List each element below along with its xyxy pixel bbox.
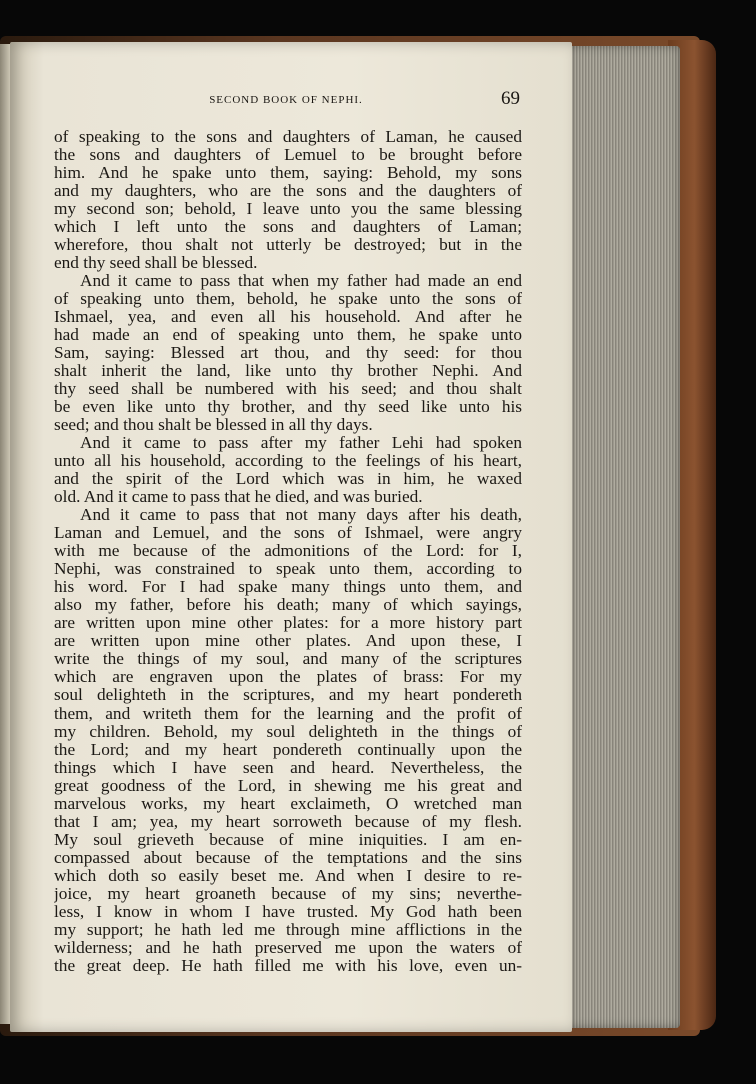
text-line: them, and writeth them for the learning and the profit of xyxy=(54,704,522,723)
text-line: and the spirit of the Lord which was in him, he waxed xyxy=(54,470,522,489)
text-line: him. And he spake unto them, saying: Behold, my sons xyxy=(54,164,522,183)
text-line: things which I have seen and heard. Nevertheless, the xyxy=(54,758,522,777)
text-line: which I left unto the sons and daughters of Laman; xyxy=(54,218,522,237)
text-line: also my father, before his death; many of which sayings, xyxy=(54,596,522,615)
page-block-edges xyxy=(568,46,680,1028)
running-head: SECOND BOOK OF NEPHI. xyxy=(209,94,363,106)
text-line: had made an end of speaking unto them, he spake unto xyxy=(54,326,522,345)
text-line: his word. For I had spake many things unto them, and xyxy=(54,578,522,597)
body-text xyxy=(54,128,522,975)
text-line: And it came to pass that when my father had made an end xyxy=(80,272,522,291)
text-line: of speaking unto them, behold, he spake unto the sons of xyxy=(54,290,522,309)
text-line: Laman and Lemuel, and the sons of Ishmael, were angry xyxy=(54,524,522,543)
text-line: wherefore, thou shalt not utterly be destroyed; but in the xyxy=(54,236,522,255)
text-line: my support; he hath led me through mine afflictions in the xyxy=(54,920,522,939)
text-line: end thy seed shall be blessed. xyxy=(54,254,258,273)
text-line: My soul grieveth because of mine iniquities. I am en- xyxy=(54,830,522,849)
text-line: with me because of the admonitions of the Lord: for I, xyxy=(54,542,522,561)
text-line: thy seed shall be numbered with his seed; and thou shalt xyxy=(54,380,522,399)
text-line: marvelous works, my heart exclaimeth, O wretched man xyxy=(54,794,522,813)
text-line: less, I know in whom I have trusted. My God hath been xyxy=(54,902,522,921)
text-line: and my daughters, who are the sons and the daughters of xyxy=(54,182,522,201)
text-line: of speaking to the sons and daughters of Laman, he caused xyxy=(54,128,522,146)
text-line: shalt inherit the land, like unto thy brother Nephi. And xyxy=(54,362,522,381)
text-line: joice, my heart groaneth because of my sins; neverthe- xyxy=(54,884,522,903)
text-line: And it came to pass that not many days after his death, xyxy=(80,506,522,525)
text-line: soul delighteth in the scriptures, and my heart pondereth xyxy=(54,686,522,705)
text-line: seed; and thou shalt be blessed in all thy days. xyxy=(54,416,373,435)
text-line: old. And it came to pass that he died, and was buried. xyxy=(54,488,423,507)
text-line: great goodness of the Lord, in shewing me his great and xyxy=(54,776,522,795)
text-line: Nephi, was constrained to speak unto them, according to xyxy=(54,560,522,579)
text-line: And it came to pass after my father Lehi had spoken xyxy=(80,434,522,453)
page-header xyxy=(52,88,520,118)
text-line: which are engraven upon the plates of brass: For my xyxy=(54,668,522,687)
text-line: Ishmael, yea, and even all his household. And after he xyxy=(54,308,522,327)
text-line: the Lord; and my heart pondereth continually upon the xyxy=(54,740,522,759)
text-line: the great deep. He hath filled me with his love, even un- xyxy=(54,956,522,975)
text-line: that I am; yea, my heart sorroweth because of my flesh. xyxy=(54,812,522,831)
text-line: the sons and daughters of Lemuel to be brought before xyxy=(54,146,522,165)
text-line: be even like unto thy brother, and thy seed like unto his xyxy=(54,398,522,417)
text-line: compassed about because of the temptations and the sins xyxy=(54,848,522,867)
text-line: write the things of my soul, and many of the scriptures xyxy=(54,650,522,669)
text-line: wilderness; and he hath preserved me upon the waters of xyxy=(54,938,522,957)
text-line: unto all his household, according to the feelings of his heart, xyxy=(54,452,522,471)
page-number: 69 xyxy=(501,88,520,109)
text-line: Sam, saying: Blessed art thou, and thy seed: for thou xyxy=(54,344,522,363)
text-line: are written upon mine other plates: for a more history part xyxy=(54,614,522,633)
text-line: my children. Behold, my soul delighteth in the things of xyxy=(54,722,522,741)
text-line: my second son; behold, I leave unto you the same blessing xyxy=(54,200,522,219)
text-line: which doth so easily beset me. And when I desire to re- xyxy=(54,866,522,885)
text-line: are written upon mine other plates. And upon these, I xyxy=(54,632,522,651)
